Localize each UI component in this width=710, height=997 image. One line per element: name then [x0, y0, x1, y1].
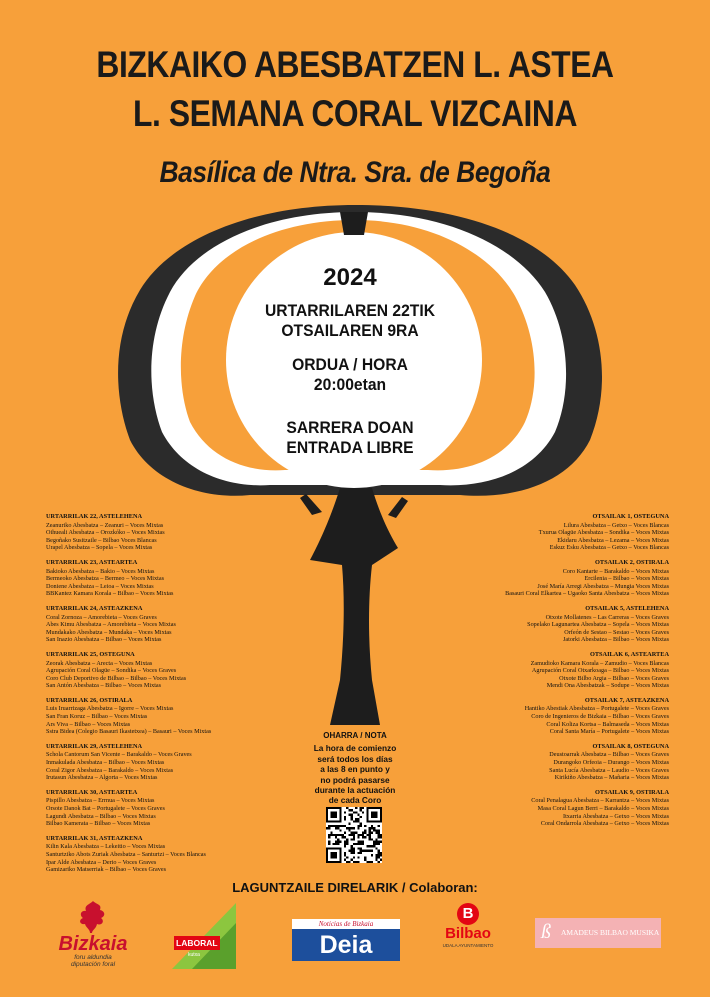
choir-entry: Irutasun Abesbatza – Algorta – Voces Mixtas — [46, 774, 158, 782]
choir-entry: Coral Ondarrola Abesbatza – Getxo – Voces Mixtas — [540, 820, 669, 828]
choir-entry: Coro Club Deportivo de Bilbao – Bilbao – Voces Mixtas — [46, 674, 187, 682]
note-line: durante la actuación — [314, 785, 396, 796]
choir-entry: Zeorak Abesbatza – Arecta – Voces Mixtas — [46, 659, 153, 667]
choir-entry: Ars Viva – Bilbao – Voces Mixtas — [46, 720, 131, 728]
concert-day — [46, 513, 256, 552]
concert-day-title: OTSAILAK 8, OSTEGUNA — [592, 742, 669, 750]
concert-day — [455, 697, 669, 736]
concert-day-title: URTARRILAK 26, OSTIRALA — [46, 696, 133, 704]
concert-day-title: OTSAILAK 5, ASTELEHENA — [585, 604, 669, 612]
choir-entry: Bakioko Abesbatza – Bakio – Voces Mixtas — [46, 567, 155, 575]
program-left-column — [46, 513, 256, 881]
deia-logo — [292, 919, 400, 961]
entry-basque: SARRERA DOAN — [286, 418, 414, 437]
choir-entry: Deustoarrak Abesbatza – Bilbao – Voces Graves — [549, 751, 669, 759]
hour-label: ORDUA / HORA — [292, 355, 408, 374]
bizkaia-logo — [48, 900, 138, 970]
concert-day-title: URTARRILAK 24, ASTEAZKENA — [46, 604, 143, 612]
choir-entry: Orsote Danok Bat – Portugalete – Voces Graves — [46, 805, 165, 812]
concert-day-title: OTSAILAK 9, OSTIRALA — [594, 788, 669, 796]
choir-entry: Coral Zornoza – Amorebieta – Voces Graves — [46, 613, 157, 621]
choir-entry: Bermeoko Abesbatza – Bermeo – Voces Mixtas — [46, 575, 164, 583]
laboral-label: LABORAL — [176, 938, 218, 948]
concert-day — [46, 835, 256, 874]
concert-day — [46, 743, 256, 782]
concert-day-title: OTSAILAK 6, ASTEARTEA — [589, 650, 669, 658]
choir-entry: Abes Kimu Abesbatza – Amorebieta – Voces Mixtas — [46, 621, 176, 629]
title-basque: BIZKAIKO ABESBATZEN L. ASTEA — [96, 44, 614, 85]
dates-start: URTARRILAREN 22TIK — [264, 301, 436, 320]
note-line: a las 8 en punto y — [320, 764, 390, 775]
choir-entry: Coral Zigor Abesbatza – Barakaldo – Voces Mixtas — [46, 766, 174, 774]
bilbao-logo — [438, 903, 498, 973]
choir-entry: José María Arregi Abesbatza – Mungia Voces Mixtas — [537, 582, 669, 590]
choir-entry: Orfeón de Sestao – Sestao – Voces Graves — [564, 628, 669, 636]
choir-entry: BBKantez Kamara Korala – Bilbao – Voces Mixtas — [46, 590, 174, 598]
bilbao-sub: UDALA AYUNTAMIENTO — [442, 943, 494, 948]
choir-entry: Agrupación Coral Olagüe – Sondika – Voces Graves — [46, 667, 177, 675]
choir-entry: Doniene Abesbatza – Leioa – Voces Mixtas — [46, 582, 154, 590]
choir-entry: San Antón Abesbatza – Bilbao – Voces Mixtas — [46, 682, 162, 690]
concert-day-title: URTARRILAK 23, ASTEARTEA — [46, 558, 138, 566]
choir-entry: Ekidaru Abesbatza – Lezama – Voces Mixtas — [557, 536, 669, 544]
choir-entry: Mendi Ona Abesbatzak – Sodupe – Voces Mixtas — [546, 682, 669, 690]
choir-entry: Pispillo Abesbatza – Errnua – Voces Mixtas — [46, 797, 155, 805]
choir-entry: Coro de Ingenieros de Bizkaia – Bilbao – Voces Graves — [531, 713, 669, 721]
bizkaia-name: Bizkaia — [58, 933, 128, 955]
choir-entry: Masa Coral Lagun Berri – Barakaldo – Voces Mixtas — [537, 805, 669, 812]
venue-title: Basílica de Ntra. Sra. de Begoña — [159, 156, 551, 189]
note-line: de cada Coro — [328, 795, 382, 806]
deia-top: Noticias de Bizkaia — [292, 919, 400, 929]
concert-day-title: URTARRILAK 22, ASTELEHENA — [46, 513, 143, 520]
dates-end: OTSAILAREN 9RA — [281, 321, 419, 340]
choir-entry: Urapel Abesbatza – Sopela – Voces Mixtas — [46, 544, 153, 552]
qr-code[interactable] — [326, 807, 382, 863]
choir-entry: Coral Penalagua Abesbatza – Karrantza – Voces Mixtas — [531, 797, 669, 805]
choir-entry: Santurtziko Abots Zuriak Abesbatza – Santurtzi – Voces Blancas — [46, 850, 206, 858]
entry-spanish: ENTRADA LIBRE — [286, 438, 414, 457]
choir-entry: Ercilenia – Bilbao – Voces Mixtas — [584, 575, 669, 583]
concert-day-title: URTARRILAK 25, OSTEGUNA — [46, 650, 135, 658]
choir-entry: Kilin Kala Abesbatza – Lekeitio – Voces Mixtas — [46, 843, 166, 851]
concert-day — [455, 559, 669, 598]
choir-entry: Coral Santa María – Portugalete – Voces Mixtas — [549, 728, 669, 736]
laboral-kutxa-logo — [172, 903, 236, 969]
note-title: OHARRA / NOTA — [323, 731, 387, 740]
choir-entry: Durangoko Orfeoia – Durango – Voces Mixtas — [553, 759, 669, 767]
bilbao-letter: B — [457, 903, 479, 925]
concert-day — [455, 513, 669, 552]
note-line: no podrá pasarse — [320, 774, 390, 785]
collaborators-label: LAGUNTZAILE DIRELARIK / Colaboran: — [232, 880, 478, 895]
concert-day-title: OTSAILAK 2, OSTIRALA — [594, 558, 669, 566]
bizkaia-sub: diputación foral — [70, 961, 116, 968]
choir-entry: Ipar Alde Abesbatza – Derio – Voces Graves — [46, 858, 157, 866]
deia-name: Deia — [292, 929, 400, 961]
choir-entry: Lagundi Abesbatza – Bilbao – Voces Mixtas — [46, 812, 156, 820]
choir-entry: San Fran Koruz – Bilbao – Voces Mixtas — [46, 713, 148, 721]
laboral-sub: kutxa — [188, 952, 200, 958]
concert-day — [46, 697, 256, 736]
choir-entry: Bilbao Kamerata – Bilbao – Voces Mixtas — [46, 820, 151, 828]
choir-entry: Coral Koliza Kortsa – Balmaseda – Voces Mixtas — [546, 720, 669, 728]
choir-entry: Otxote Mollatenes – Las Carreras – Voces Graves — [545, 613, 669, 621]
choir-entry: Schola Cantorum San Vicente – Barakaldo – Voces Graves — [46, 751, 192, 759]
oak-leaf-icon — [78, 900, 108, 934]
note-line: será todos los días — [317, 753, 393, 764]
choir-entry: Inmakulada Abesbatza – Bilbao – Voces Mixtas — [46, 759, 165, 767]
choir-entry: Itxarria Abesbatza – Getxo – Voces Mixtas — [563, 812, 669, 820]
concert-day-title: OTSAILAK 7, ASTEAZKENA — [584, 696, 669, 704]
choir-entry: Jatorki Abesbatza – Bilbao – Voces Mixtas — [563, 636, 669, 644]
concert-day — [46, 605, 256, 644]
choir-entry: Basauri Coral Elkartea – Ugaoko Santa Abesbatza – Voces Mixtas — [505, 590, 669, 598]
choir-entry: Begoñako Susitzaile – Bilbao Voces Blancas — [46, 536, 157, 544]
concert-day — [455, 743, 669, 782]
choir-entry: Santa Lucía Abesbatza – Laudio – Voces Graves — [549, 766, 669, 774]
choir-entry: Mundakako Abesbatza – Mundaka – Voces Mixtas — [46, 628, 172, 636]
choir-entry: Agrupación Coral Otxarkoaga – Bilbao – Voces Mixtas — [531, 667, 669, 675]
choir-entry: Kirikiño Abesbatza – Mañaria – Voces Mixtas — [554, 774, 669, 782]
choir-entry: Lilura Abesbatza – Getxo – Voces Blancas — [563, 521, 669, 529]
choir-entry: Gamizariko Matserriak – Bilbao – Voces Graves — [46, 866, 167, 874]
program-right-column — [455, 513, 669, 835]
choir-entry: Otxote Bilbo Argia – Bilbao – Voces Graves — [559, 674, 669, 682]
concert-day — [455, 789, 669, 828]
amadeus-monogram-icon: ß — [541, 921, 551, 943]
amadeus-logo — [535, 918, 661, 948]
choir-entry: Coro Kantarte – Barakaldo – Voces Mixtas — [562, 567, 669, 575]
year: 2024 — [323, 264, 377, 291]
choir-entry: Sstra Bidea (Colegio Basauri Ikastetxea) – Basauri – Voces Mixtas — [46, 728, 212, 736]
choir-entry: Zamudioko Kamara Korala – Zamudio – Voces Blancas — [530, 659, 669, 667]
concert-day — [46, 559, 256, 598]
concert-day — [455, 605, 669, 644]
concert-day — [46, 789, 256, 828]
choir-entry: Oihueali Abesbatza – Orozkóko – Voces Mixtas — [46, 529, 165, 537]
choir-entry: Sopelako Lagunartea Abesbatza – Sopela – Voces Mixtas — [527, 621, 669, 629]
hour-value: 20:00etan — [313, 375, 387, 394]
concert-day — [455, 651, 669, 690]
bizkaia-sub: foru aldundia — [74, 954, 112, 961]
concert-day-title: URTARRILAK 31, ASTEAZKENA — [46, 834, 143, 842]
concert-day-title: URTARRILAK 29, ASTELEHENA — [46, 742, 143, 750]
choir-entry: Hantiko Abestiak Abesbatza – Portugalete – Voces Graves — [524, 705, 669, 713]
choir-entry: San Inazio Abesbatza – Bilbao – Voces Mixtas — [46, 636, 162, 644]
note-box — [290, 731, 420, 806]
concert-day — [46, 651, 256, 690]
choir-entry: Txurua Olagüe Abesbatza – Sondika – Voces Mixtas — [538, 529, 669, 537]
title-spanish: L. SEMANA CORAL VIZCAINA — [132, 93, 578, 134]
amadeus-name: AMADEUS BILBAO MUSIKA — [561, 928, 660, 937]
concert-day-title: OTSAILAK 1, OSTEGUNA — [592, 513, 669, 520]
choir-entry: Zeanuriko Abesbatza – Zeanuri – Voces Mixtas — [46, 521, 164, 529]
choir-entry: Luis Iruarrizaga Abesbatza – Igorre – Voces Mixtas — [46, 705, 174, 713]
bilbao-name: Bilbao — [445, 925, 491, 942]
note-line: La hora de comienzo — [313, 743, 397, 754]
concert-day-title: URTARRILAK 30, ASTEARTEA — [46, 788, 138, 796]
choir-entry: Eskuz Esku Abesbatza – Getxo – Voces Blancas — [549, 544, 669, 552]
